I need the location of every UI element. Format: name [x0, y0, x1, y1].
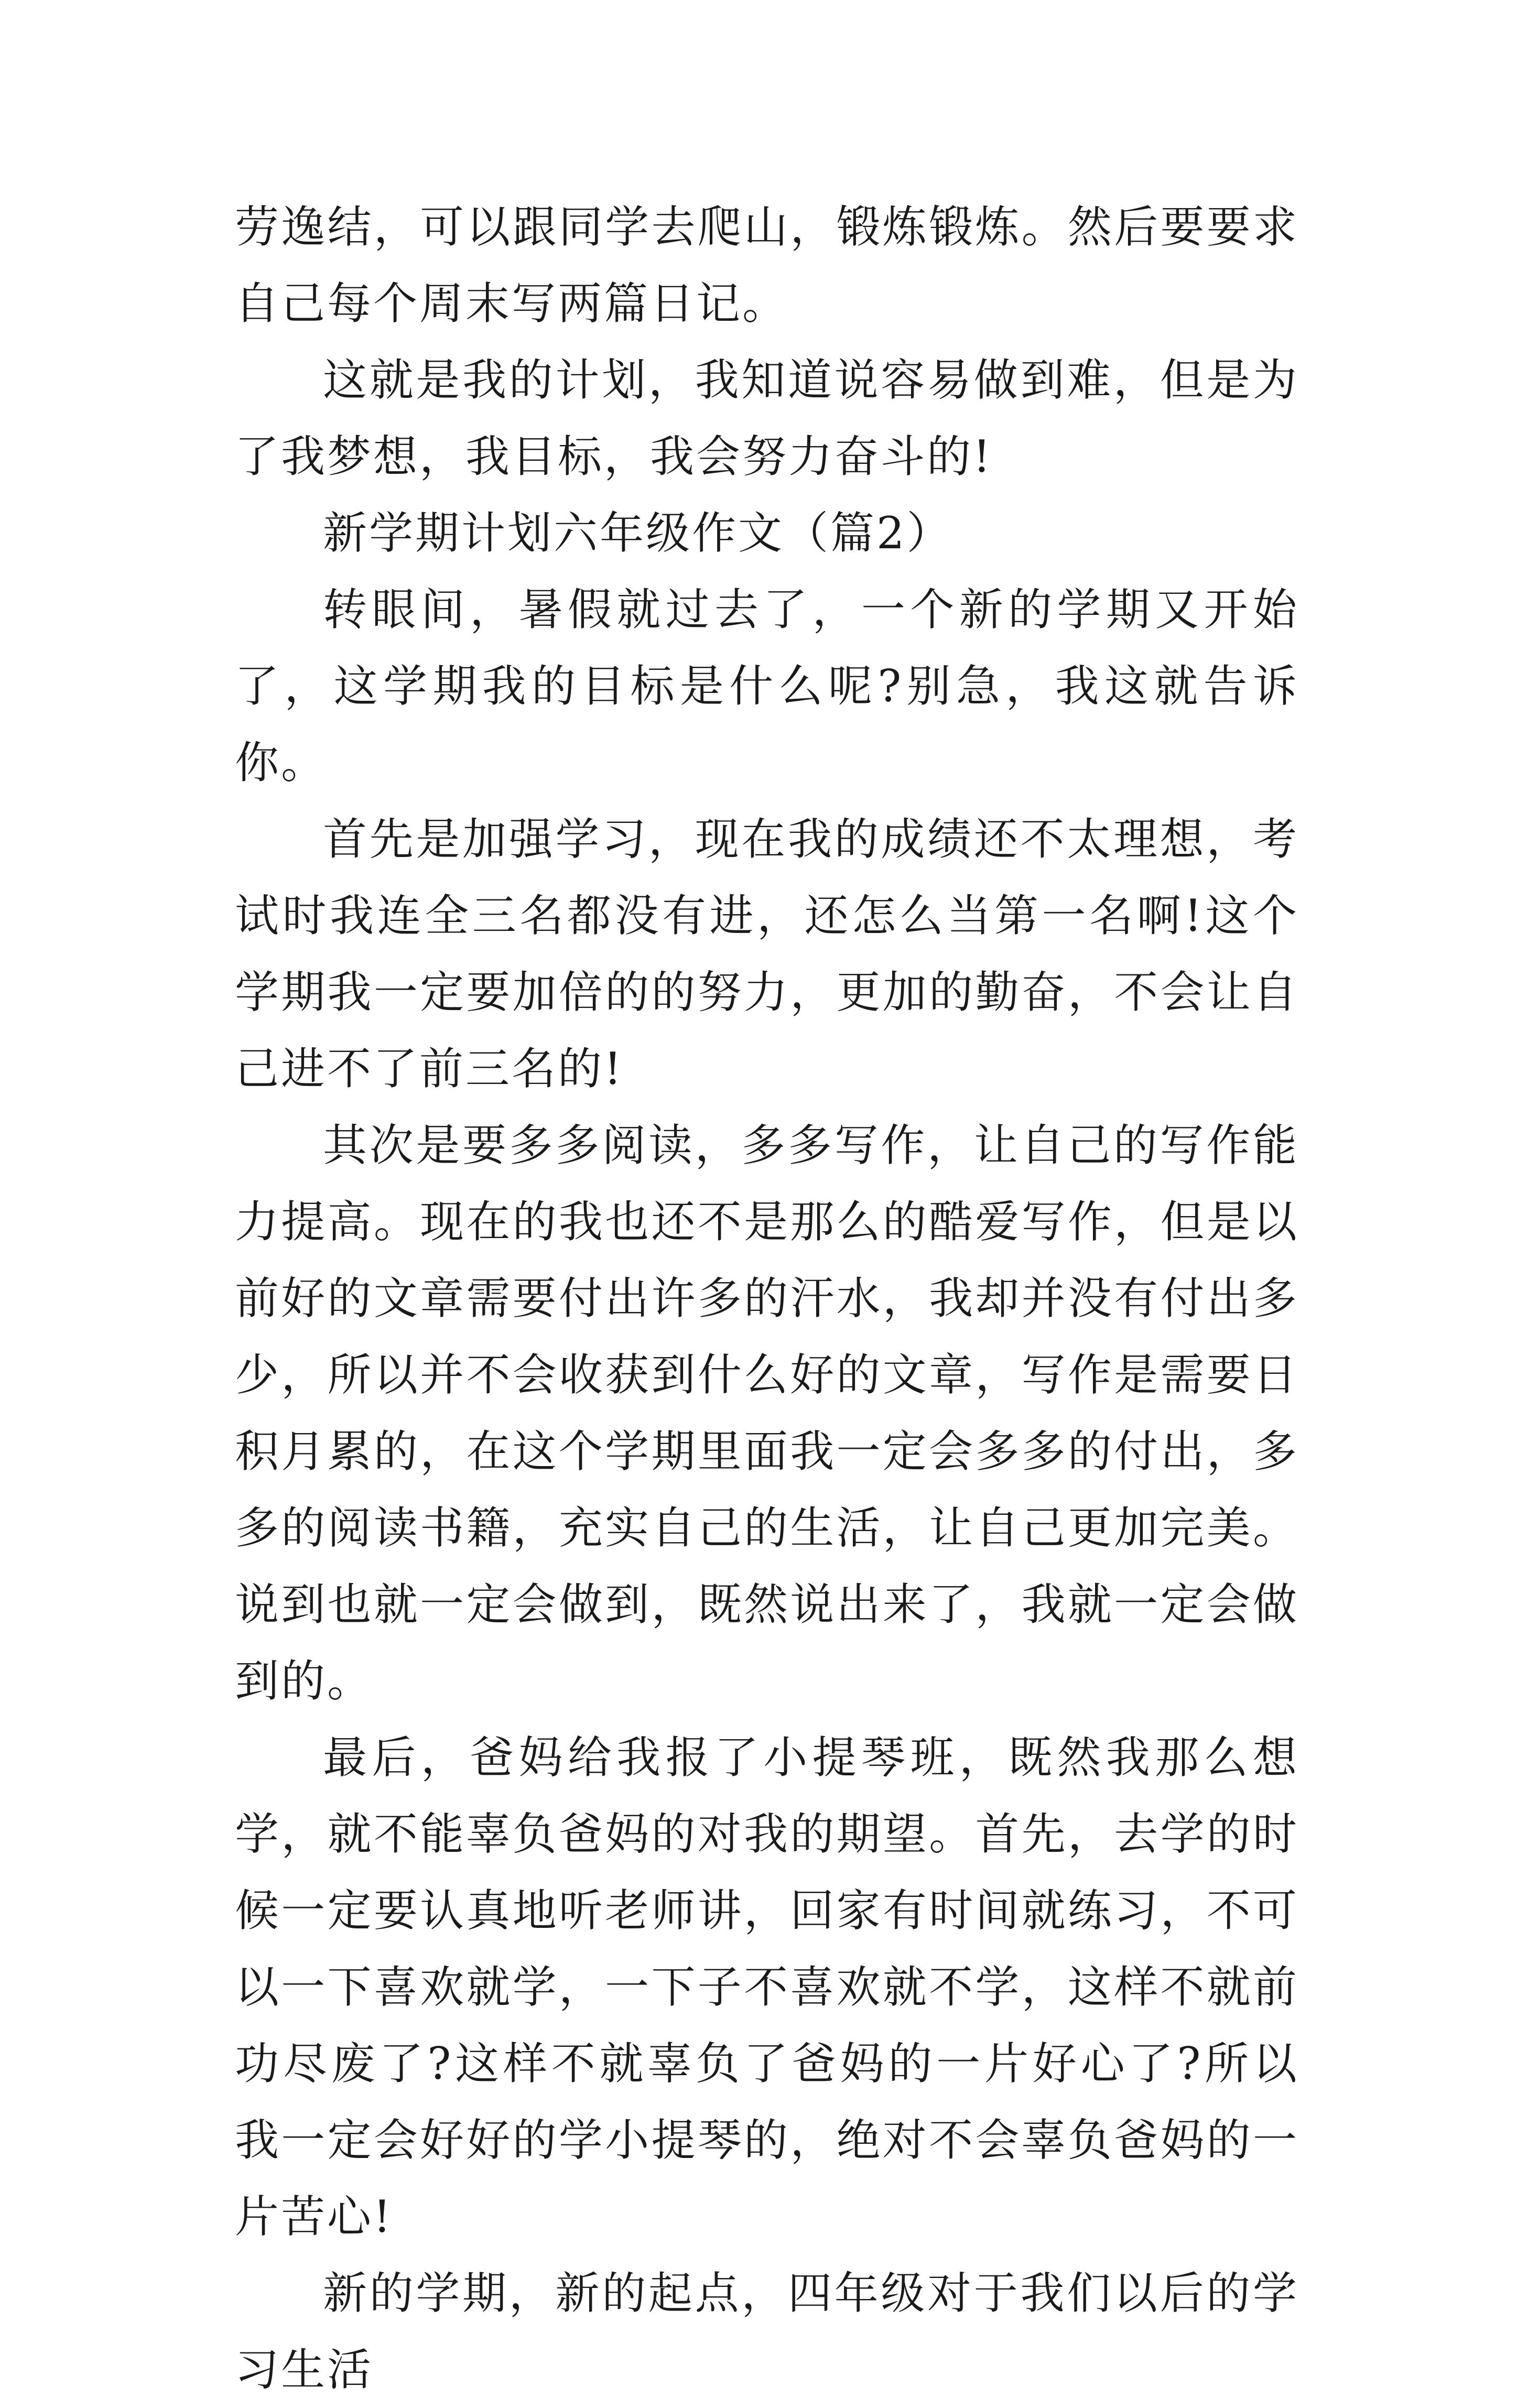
- document-body: [235, 189, 1299, 2408]
- paragraph: 新的学期，新的起点，四年级对于我们以后的学习生活: [235, 2268, 1299, 2395]
- paragraph: 这就是我的计划，我知道说容易做到难，但是为了我梦想，我目标，我会努力奋斗的!: [235, 354, 1299, 482]
- paragraph: 其次是要多多阅读，多多写作，让自己的写作能力提高。现在的我也还不是那么的酷爱写作，但是以前好的文章需要付出许多的汗水，我却并没有付出多少，所以并不会收获到什么好的文章，写作是需要日积月累的，在这个学期里面我一定会多多的付出，多多的阅读书籍，充实自己的生活，让自己更加完美。说到也就一定会做到，既然说出来了，我就一定会做到的。: [235, 1120, 1299, 1707]
- paragraph: 转眼间，暑假就过去了，一个新的学期又开始了，这学期我的目标是什么呢?别急，我这就告诉你。: [235, 584, 1299, 788]
- paragraph-continued: 劳逸结，可以跟同学去爬山，锻炼锻炼。然后要要求自己每个周末写两篇日记。: [235, 201, 1299, 329]
- paragraph: 最后，爸妈给我报了小提琴班，既然我那么想学，就不能辜负爸妈的对我的期望。首先，去学的时候一定要认真地听老师讲，回家有时间就练习，不可以一下喜欢就学，一下子不喜欢就不学，这样不就前功尽废了?这样不就辜负了爸妈的一片好心了?所以我一定会好好的学小提琴的，绝对不会辜负爸妈的一片苦心!: [235, 1732, 1299, 2242]
- section-heading: 新学期计划六年级作文（篇2）: [323, 507, 953, 559]
- paragraph: 首先是加强学习，现在我的成绩还不太理想，考试时我连全三名都没有进，还怎么当第一名啊!这个学期我一定要加倍的的努力，更加的勤奋，不会让自己进不了前三名的!: [235, 813, 1299, 1094]
